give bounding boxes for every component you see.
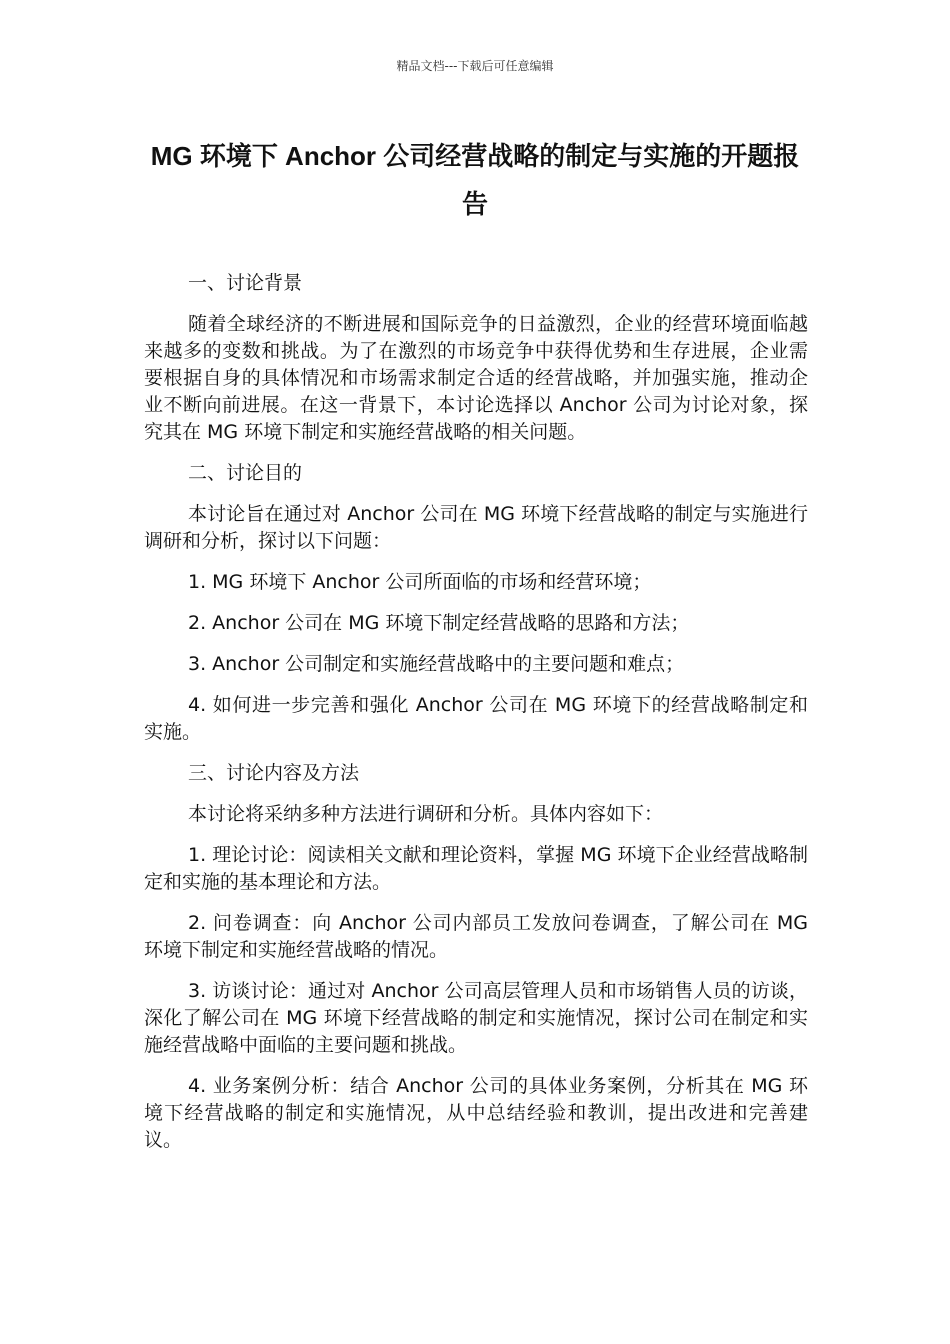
list-item: 3. 访谈讨论：通过对 Anchor 公司高层管理人员和市场销售人员的访谈，深化了解公司在 MG 环境下经营战略的制定和实施情况，探讨公司在制定和实施经营战略中面临的主要问题和挑战。 [144,980,808,1056]
list-item: 2. 问卷调查：向 Anchor 公司内部员工发放问卷调查，了解公司在 MG 环境下制定和实施经营战略的情况。 [144,912,808,961]
list-item: 4. 如何进一步完善和强化 Anchor 公司在 MG 环境下的经营战略制定和实施。 [144,694,808,743]
page-header-note: 精品文档---下载后可任意编辑 [396,59,554,73]
section-heading-background: 一、讨论背景 [188,272,303,294]
list-item: 3. Anchor 公司制定和实施经营战略中的主要问题和难点； [188,653,685,675]
paragraph: 本讨论旨在通过对 Anchor 公司在 MG 环境下经营战略的制定与实施进行调研和分析，探讨以下问题： [144,503,808,552]
list-item: 1. 理论讨论：阅读相关文献和理论资料，掌握 MG 环境下企业经营战略制定和实施的基本理论和方法。 [144,844,808,893]
list-item: 4. 业务案例分析：结合 Anchor 公司的具体业务案例，分析其在 MG 环境下经营战略的制定和实施情况，从中总结经验和教训，提出改进和完善建议。 [144,1075,808,1151]
section-heading-purpose: 二、讨论目的 [188,462,303,484]
section-heading-content-methods: 三、讨论内容及方法 [188,762,360,784]
list-item: 2. Anchor 公司在 MG 环境下制定经营战略的思路和方法； [188,612,690,634]
document-title: MG 环境下 Anchor 公司经营战略的制定与实施的开题报告 [150,141,800,219]
document-body [144,270,808,1168]
list-item: 1. MG 环境下 Anchor 公司所面临的市场和经营环境； [188,571,652,593]
paragraph: 随着全球经济的不断进展和国际竞争的日益激烈，企业的经营环境面临越来越多的变数和挑战。为了在激烈的市场竞争中获得优势和生存进展，企业需要根据自身的具体情况和市场需求制定合适的经营战略，并加强实施，推动企业不断向前进展。在这一背景下，本讨论选择以 Anchor 公司为讨论对象，探究其在 MG 环境下制定和实施经营战略的相关问题。 [144,313,808,443]
paragraph: 本讨论将采纳多种方法进行调研和分析。具体内容如下： [188,803,664,825]
